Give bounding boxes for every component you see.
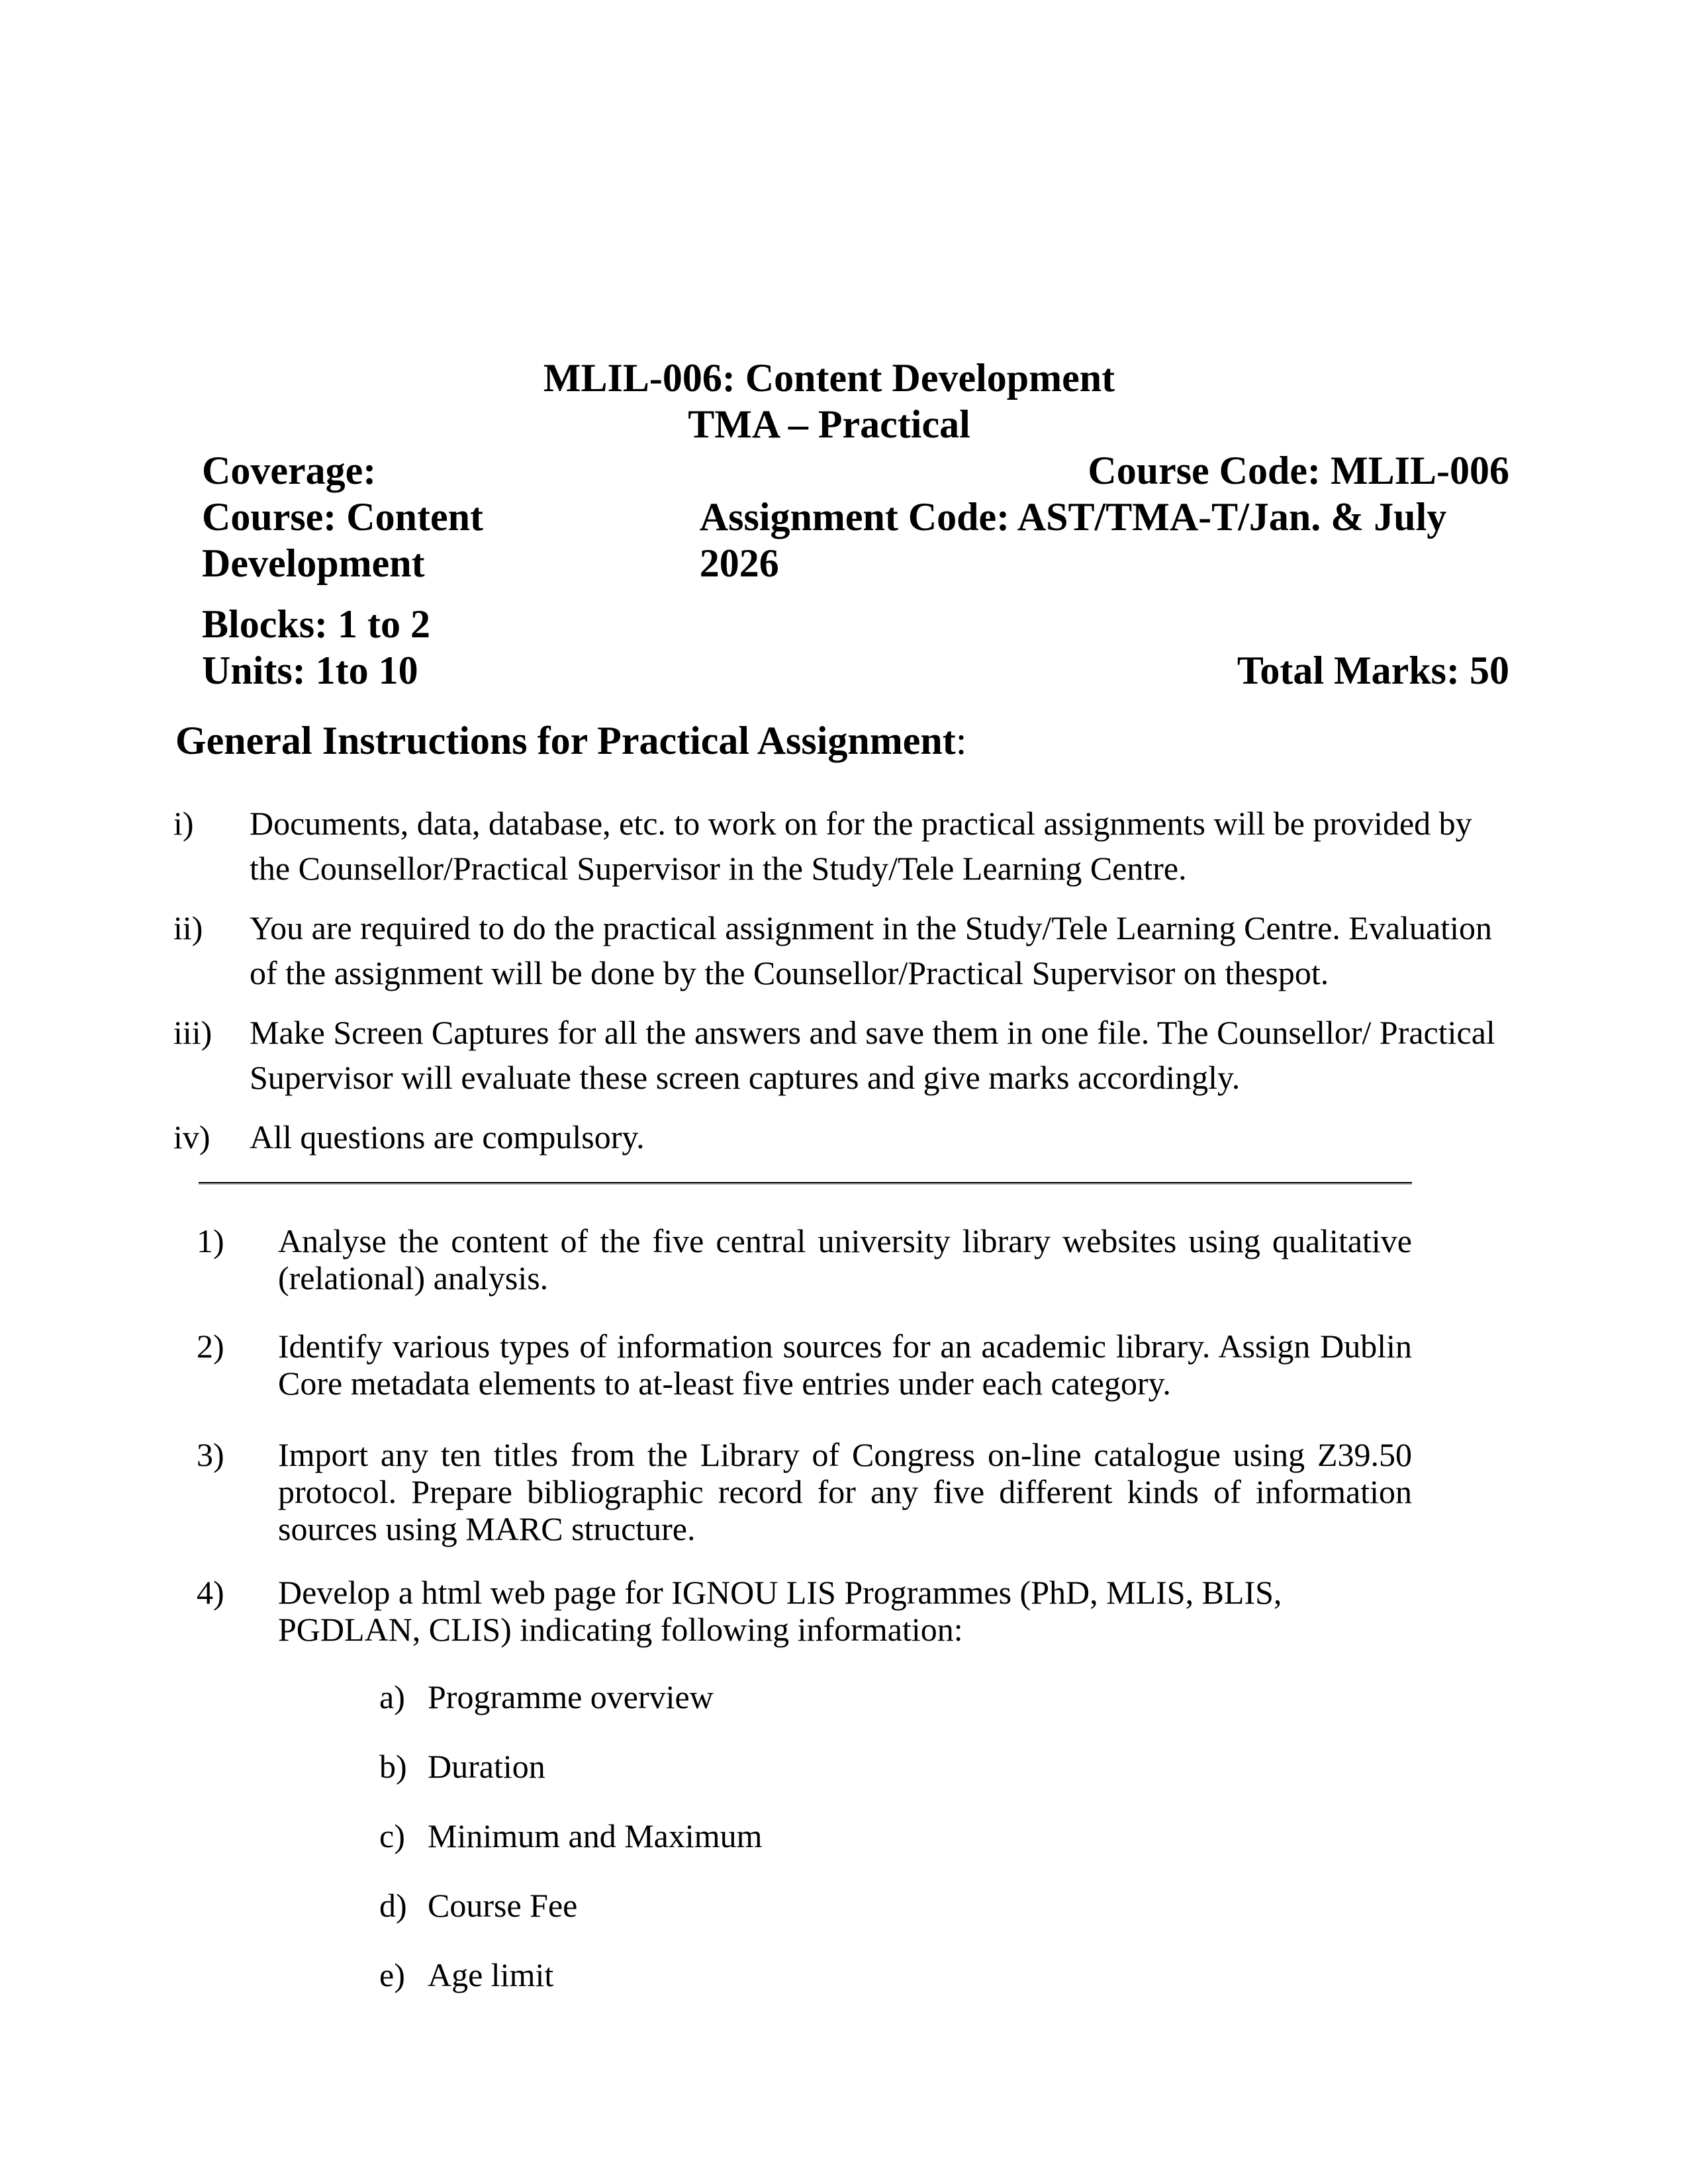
question-3 xyxy=(197,1436,1412,1547)
blocks-label: Blocks: 1 to 2 xyxy=(202,602,430,646)
course-code: Course Code: MLIL-006 xyxy=(1088,449,1509,492)
subitem-e xyxy=(379,1956,1412,1993)
question-2 xyxy=(197,1328,1412,1402)
meta-row-course xyxy=(202,494,1509,586)
subitem-marker: a) xyxy=(379,1678,405,1715)
question-text: Analyse the content of the five central university library websites using qualitative (relational) analysis. xyxy=(278,1222,1412,1297)
course-title: MLIL-006: Content Development xyxy=(543,356,1115,400)
subitem-b xyxy=(379,1748,1412,1785)
subitem-marker: d) xyxy=(379,1887,407,1924)
question-text-wrap xyxy=(278,1574,1412,1993)
instruction-item-iii xyxy=(173,1010,1496,1100)
units-label: Units: 1to 10 xyxy=(202,649,418,692)
question-marker: 3) xyxy=(197,1436,224,1473)
subitem-text: Duration xyxy=(428,1748,545,1785)
meta-row-coverage xyxy=(202,447,1509,494)
instruction-marker: i) xyxy=(173,805,194,842)
subitem-d xyxy=(379,1887,1412,1924)
subitem-marker: e) xyxy=(379,1956,405,1993)
subitem-a xyxy=(379,1678,1412,1715)
instruction-text: Documents, data, database, etc. to work on for the practical assignments will be provided by the Counsellor/Practical Supervisor in the Study/Tele Learning Centre. xyxy=(250,805,1472,887)
subitem-marker: b) xyxy=(379,1748,407,1785)
general-instructions-heading-text: General Instructions for Practical Assignment xyxy=(175,719,956,762)
instruction-item-ii xyxy=(173,905,1496,995)
subitem-text: Course Fee xyxy=(428,1887,578,1924)
question-4-subitems xyxy=(379,1678,1412,1993)
question-1 xyxy=(197,1222,1412,1297)
general-instructions-heading-colon: : xyxy=(955,719,967,762)
subitem-text: Age limit xyxy=(428,1956,554,1993)
instruction-marker: iv) xyxy=(173,1118,211,1156)
question-marker: 1) xyxy=(197,1222,224,1259)
question-marker: 2) xyxy=(197,1328,224,1365)
assignment-code: Assignment Code: AST/TMA-T/Jan. & July 2026 xyxy=(699,495,1447,585)
coverage-label: Coverage: xyxy=(202,449,377,492)
instruction-text: All questions are compulsory. xyxy=(250,1118,645,1156)
meta-row-units xyxy=(202,647,1509,694)
subitem-text: Programme overview xyxy=(428,1678,714,1715)
assignment-type-title: TMA – Practical xyxy=(688,402,970,446)
blocks-units-group xyxy=(0,601,1688,694)
subitem-marker: c) xyxy=(379,1817,405,1854)
subitem-text: Minimum and Maximum xyxy=(428,1817,763,1854)
section-divider xyxy=(199,1182,1412,1185)
total-marks: Total Marks: 50 xyxy=(1237,649,1509,692)
question-marker: 4) xyxy=(197,1574,224,1611)
question-text: Identify various types of information sources for an academic library. Assign Dublin Core metadata elements to at-least five entries under each category. xyxy=(278,1328,1412,1402)
general-instructions-heading xyxy=(175,717,1509,764)
question-text: Develop a html web page for IGNOU LIS Programmes (PhD, MLIS, BLIS, PGDLAN, CLIS) indicating following information: xyxy=(278,1574,1282,1648)
question-text: Import any ten titles from the Library of Congress on-line catalogue using Z39.50 protocol. Prepare bibliographic record for any five different kinds of information sources using MARC structure. xyxy=(278,1436,1412,1547)
instruction-text: Make Screen Captures for all the answers and save them in one file. The Counsellor/ Practical Supervisor will evaluate these screen captures and give marks accordingly. xyxy=(250,1014,1495,1096)
instruction-marker: ii) xyxy=(173,909,203,946)
instruction-text: You are required to do the practical assignment in the Study/Tele Learning Centre. Evaluation of the assignment will be done by the Counsellor/Practical Supervisor on thespot. xyxy=(250,909,1493,991)
subitem-c xyxy=(379,1817,1412,1854)
course-name: Course: Content Development xyxy=(202,495,483,585)
instruction-item-i xyxy=(173,801,1496,891)
question-4 xyxy=(197,1574,1412,1993)
instruction-item-iv xyxy=(173,1115,1496,1160)
instruction-marker: iii) xyxy=(173,1014,212,1051)
